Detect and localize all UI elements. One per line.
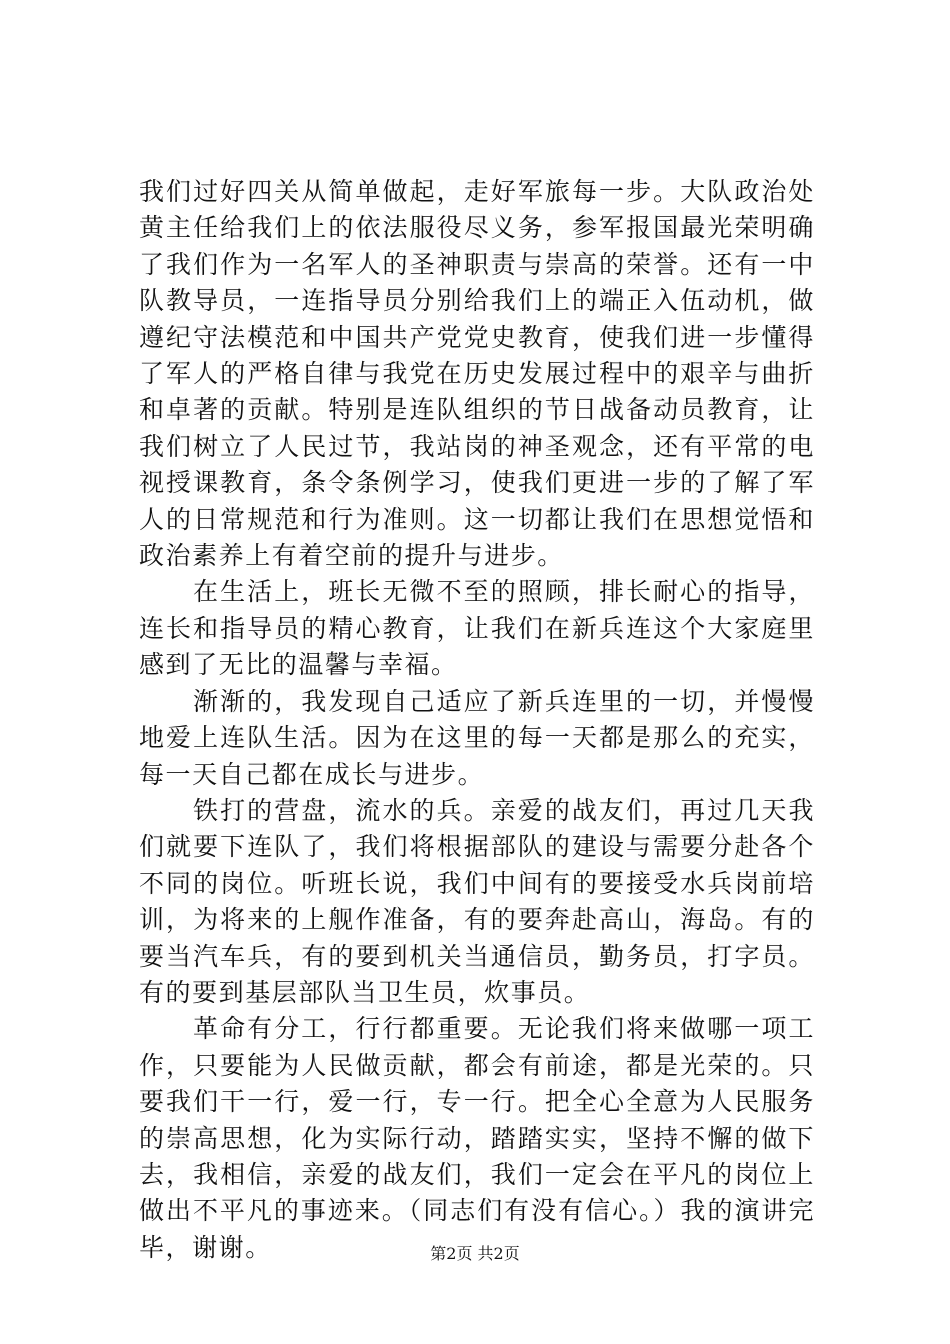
document-body xyxy=(139,174,815,1266)
paragraph-1: 我们过好四关从简单做起，走好军旅每一步。大队政治处黄主任给我们上的依法服役尽义务，参军报国最光荣明确了我们作为一名军人的圣神职责与崇高的荣誉。还有一中队教导员，一连指导员分别给我们上的端正入伍动机，做遵纪守法模范和中国共产党党史教育，使我们进一步懂得了军人的严格自律与我党在历史发展过程中的艰辛与曲折和卓著的贡献。特别是连队组织的节日战备动员教育，让我们树立了人民过节，我站岗的神圣观念，还有平常的电视授课教育，条令条例学习，使我们更进一步的了解了军人的日常规范和行为准则。这一切都让我们在思想觉悟和政治素养上有着空前的提升与进步。 xyxy=(139,177,815,571)
page-number-footer: 第2页 共2页 xyxy=(430,1244,520,1263)
paragraph-5: 革命有分工，行行都重要。无论我们将来做哪一项工作，只要能为人民做贡献，都会有前途，都是光荣的。只要我们干一行，爱一行，专一行。把全心全意为人民服务的崇高思想，化为实际行动，踏踏实实，坚持不懈的做下去，我相信，亲爱的战友们，我们一定会在平凡的岗位上做出不平凡的事迹来。（同志们有没有信心。）我的演讲完毕，谢谢。 xyxy=(139,1014,815,1262)
paragraph-2: 在生活上，班长无微不至的照顾，排长耐心的指导，连长和指导员的精心教育，让我们在新兵连这个大家庭里感到了无比的温馨与幸福。 xyxy=(139,577,815,680)
paragraph-4: 铁打的营盘，流水的兵。亲爱的战友们，再过几天我们就要下连队了，我们将根据部队的建设与需要分赴各个不同的岗位。听班长说，我们中间有的要接受水兵岗前培训，为将来的上舰作准备，有的要奔赴高山，海岛。有的要当汽车兵，有的要到机关当通信员，勤务员，打字员。有的要到基层部队当卫生员，炊事员。 xyxy=(139,795,815,1007)
paragraph-3: 渐渐的，我发现自己适应了新兵连里的一切，并慢慢地爱上连队生活。因为在这里的每一天都是那么的充实，每一天自己都在成长与进步。 xyxy=(139,686,815,789)
